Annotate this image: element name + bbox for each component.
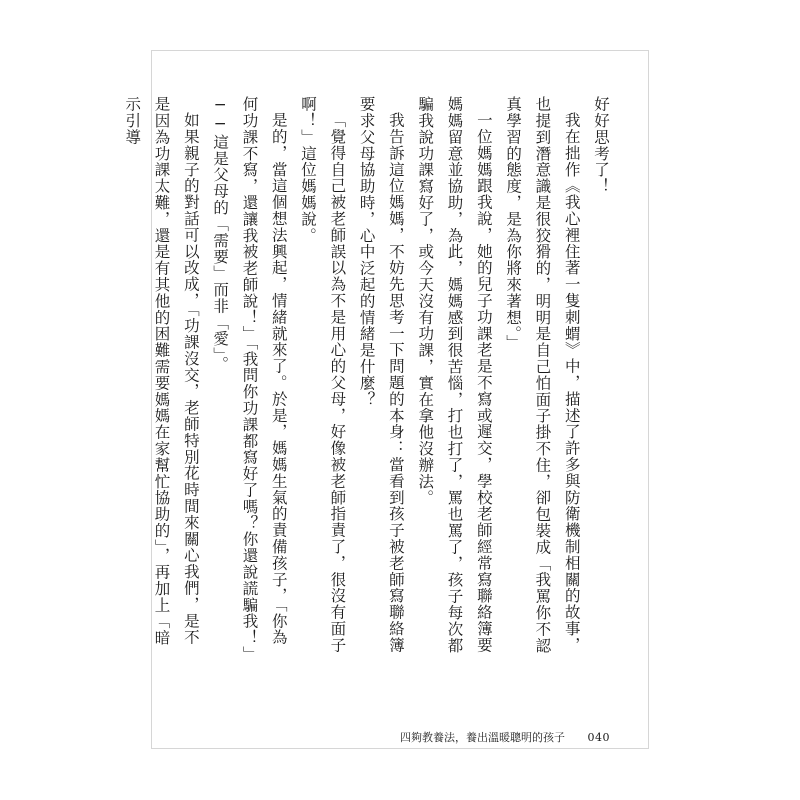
running-title: 四夠教養法，養出溫暖聰明的孩子 — [400, 731, 565, 744]
paragraph-2: 我在拙作《我心裡住著一隻刺蝟》中，描述了許多與防衛機制相關的故事，也提到潛意識是很狡猾的，明明是自己怕面子掛不住，卻包裝成「我罵你不認真學習的態度，是為你將來著想。」 — [504, 96, 581, 654]
body-text — [123, 96, 615, 656]
page-number: 040 — [587, 731, 610, 744]
paragraph-7: 如果親子的對話可以改成，「功課沒交，老師特別花時間來關心我們，是不是因為功課太難，還是有其他的困難需要媽媽在家幫忙協助的」，再加上「暗示引導 — [123, 96, 200, 646]
paragraph-1: 好好思考了！ — [592, 96, 610, 195]
paragraph-4: 我告訴這位媽媽，不妨先思考一下問題的本身：當看到孩子被老師寫聯絡簿要求父母協助時，心中泛起的情緒是什麼？ — [357, 96, 405, 653]
page-footer — [400, 730, 610, 748]
paragraph-3: 一位媽媽跟我說，她的兒子功課老是不寫或遲交，學校老師經常寫聯絡簿要媽媽留意並協助，為此，媽媽感到很苦惱，打也打了，罵也罵了，孩子每次都騙我說功課寫好了，或今天沒有功課，實在拿他沒辦法。 — [416, 96, 493, 654]
paragraph-6: 是的，當這個想法興起，情緒就來了。於是，媽媽生氣的責備孩子，「你為何功課不寫，還讓我被老師說！」「我問你功課都寫好了嗎？你還說謊騙我！」──這是父母的「需要」而非「愛」。 — [211, 96, 288, 655]
paragraph-5: 「覺得自己被老師誤以為不是用心的父母，好像被老師指責了，很沒有面子啊！」這位媽媽說。 — [299, 96, 347, 653]
